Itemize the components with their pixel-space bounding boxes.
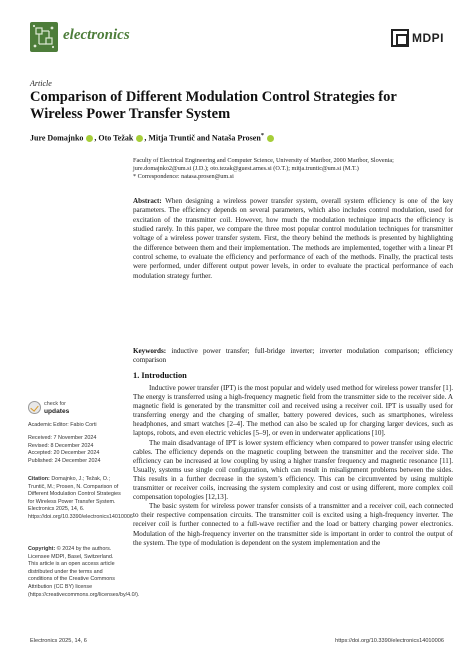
- author-name[interactable]: Oto Težak: [98, 133, 134, 143]
- citation-text[interactable]: Domajnko, J.; Težak, O.; Truntič, M.; Prosen, N. Comparison of Different Modulation Control Strategies for Wireless Power Transfer System. Electronics 2025, 14, 6. https://doi.org/10.3390/electronics14010006: [28, 476, 133, 520]
- journal-header: [30, 22, 444, 60]
- journal-name: electronics: [63, 27, 130, 43]
- article-type: Article: [30, 79, 52, 88]
- citation-label: Citation:: [28, 476, 50, 482]
- footer-citation: Electronics 2025, 14, 6: [30, 638, 87, 644]
- copyright-label: Copyright:: [28, 546, 56, 552]
- orcid-icon[interactable]: [86, 135, 93, 142]
- author-name[interactable]: Nataša Prosen: [211, 133, 261, 143]
- paragraph: The main disadvantage of IPT is lower system efficiency when compared to power transfer using electric cables. The efficiency depends on the magnetic coupling between the transmitter and the receiver side. The efficiency can be increased at low coupling by using a higher transfer frequency and magnetic resonance [11]. Usually, systems use single coil configuration, which can result in misalignment problems between the sides. This results in a further decrease in the system’s efficiency. This can be circumvented by using multiple transmitter or receiver coils, increasing the system complexity and cost or using different, more complex coil compensation topologies [12,13].: [133, 438, 453, 502]
- page-footer: [30, 638, 444, 644]
- keywords: [133, 347, 453, 366]
- correspondence-line[interactable]: * Correspondence: natasa.prosen@um.si: [133, 173, 234, 180]
- paragraph: Inductive power transfer (IPT) is the most popular and widely used method for wireless power transfer [1]. The energy is transferred using a high-frequency magnetic field from the transmitter side to the receiver side. A magnetic field is generated by the transmitter coil and received using a receiver coil. IPT is usually used for transferring energy and the charging of smaller, battery powered devices, such as smartphones, wireless headphones, and smart watches [2–4]. The method can also be scaled up for charging larger devices, such as laptops, robots, and even electric vehicles [5–9], or even in underwater applications [10].: [133, 384, 453, 438]
- academic-editor: Academic Editor: Fabio Corti: [28, 422, 97, 428]
- publisher-name: MDPI: [412, 31, 444, 45]
- author-name[interactable]: Jure Domajnko: [30, 133, 84, 143]
- orcid-icon[interactable]: [267, 135, 274, 142]
- check-updates-line1: check for: [44, 401, 66, 407]
- date-accepted: Accepted: 20 December 2024: [28, 450, 100, 457]
- abstract-label: Abstract:: [133, 197, 162, 205]
- affiliation-line: Faculty of Electrical Engineering and Computer Science, University of Maribor, 2000 Maribor, Slovenia;: [133, 157, 394, 164]
- footer-doi-link[interactable]: https://doi.org/10.3390/electronics14010006: [335, 638, 444, 644]
- keywords-label: Keywords:: [133, 347, 167, 355]
- orcid-icon[interactable]: [136, 135, 143, 142]
- author-separator: and: [194, 133, 212, 143]
- citation-block: [28, 476, 133, 522]
- abstract: [133, 197, 453, 281]
- paragraph: The basic system for wireless power transfer consists of a transmitter and a receiver coil, each connected to their respective compensation circuits. The transmitter coil is excited using a high-frequency inverter. The receiver coil is further connected to a full-wave rectifier and the load or battery charging power electronics. Modulation of the high-frequency inverter on the transmitter side is important in order to control the output of the system. The type of modulation is dependent on the system implementation and the: [133, 502, 453, 547]
- journal-logo-icon: [30, 22, 58, 52]
- check-updates-line2: updates: [44, 408, 70, 415]
- author-separator: ,: [144, 133, 149, 143]
- copyright-block: [28, 546, 140, 599]
- affiliation: [133, 157, 453, 181]
- correspondence-mark: *: [260, 132, 265, 139]
- author-list: [30, 131, 450, 144]
- section-heading: 1. Introduction: [133, 371, 187, 380]
- introduction-body: [133, 384, 453, 548]
- mdpi-mark-icon: [391, 29, 409, 47]
- check-updates-icon: [28, 401, 41, 414]
- affiliation-emails[interactable]: jure.domajnko2@um.si (J.D.); oto.tezak@guest.arnes.si (O.T.); mitja.truntic@um.si (M.T.): [133, 165, 359, 172]
- date-revised: Revised: 8 December 2024: [28, 442, 94, 449]
- keywords-text: inductive power transfer; full-bridge inverter; inverter modulation comparison; efficiency comparison: [133, 347, 453, 365]
- publisher-logo: [391, 28, 444, 48]
- dates-block: [28, 435, 124, 465]
- date-published: Published: 24 December 2024: [28, 457, 101, 464]
- paper-title: Comparison of Different Modulation Control Strategies for Wireless Power Transfer System: [30, 89, 397, 122]
- copyright-text[interactable]: © 2024 by the authors. Licensee MDPI, Basel, Switzerland. This article is an open access article distributed under the terms and conditions of the Creative Commons Attribution (CC BY) license (https://creativecommons.org/licenses/by/4.0/).: [28, 546, 140, 598]
- check-for-updates-button[interactable]: [28, 400, 108, 418]
- author-separator: ,: [94, 133, 99, 143]
- author-name[interactable]: Mitja Truntič: [148, 133, 195, 143]
- date-received: Received: 7 November 2024: [28, 435, 97, 441]
- abstract-text: When designing a wireless power transfer system, overall system efficiency is one of the key parameters. The efficiency depends on several parameters, which also includes control modulation, used for excitation of the transmitter coil. However, how much the modulation technique impacts the efficiency is studied rarely. In this paper, we compare the three most popular control modulation techniques for transmitter voltage of a wireless power transfer system. First, the theory behind the methods is presented by highlighting the difference between them and their implementation. The methods are implemented, together with a linear PI control scheme, to evaluate the efficiency and performance of each of the methods. Finally, the practical tests were performed, under different output power levels, in order to evaluate the practical performance of each modulation strategy further.: [133, 197, 453, 280]
